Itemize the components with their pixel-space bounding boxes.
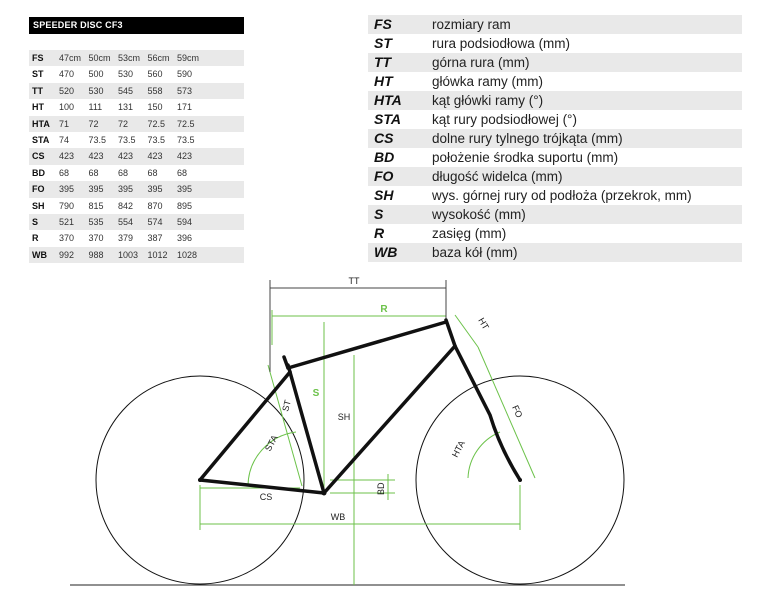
fork	[455, 346, 520, 480]
legend-desc: kąt rury podsiodłowej (°)	[432, 112, 577, 127]
label-sta: STA	[262, 433, 280, 453]
value-cell: 573	[177, 85, 193, 96]
label-wb: WB	[330, 512, 346, 522]
row-label: STA	[32, 134, 50, 145]
legend-row-fo	[368, 167, 742, 186]
row-label: WB	[32, 249, 47, 260]
legend-desc: dolne rury tylnego trójkąta (mm)	[432, 131, 623, 146]
value-cell: 68	[177, 167, 188, 178]
legend-abbr: TT	[374, 54, 392, 70]
value-cell: 395	[177, 184, 193, 195]
legend-row-cs	[368, 129, 742, 148]
legend-abbr: CS	[374, 130, 394, 146]
geometry-row-cs	[29, 148, 244, 164]
row-label: SH	[32, 200, 45, 211]
size-cell: 56cm	[147, 53, 170, 63]
value-cell: 594	[177, 216, 193, 227]
value-cell: 470	[59, 69, 75, 80]
label-bd: BD	[376, 482, 386, 495]
value-cell: 870	[147, 200, 163, 211]
label-r: R	[380, 304, 388, 315]
value-cell: 590	[177, 69, 193, 80]
value-cell: 423	[59, 151, 75, 162]
legend-row-wb	[368, 243, 742, 262]
legend-abbr: SH	[374, 187, 394, 203]
legend-desc: baza kół (mm)	[432, 245, 518, 260]
geometry-title: SPEEDER DISC CF3	[29, 17, 244, 34]
bike-geometry-diagram	[0, 265, 772, 595]
size-cell: 53cm	[118, 53, 141, 63]
geometry-row-fo	[29, 181, 244, 197]
value-cell: 395	[59, 184, 75, 195]
row-label: CS	[32, 151, 45, 162]
geometry-row-bd	[29, 165, 244, 181]
legend-abbr: STA	[374, 111, 401, 127]
value-cell: 370	[88, 233, 104, 244]
seat-stay	[200, 372, 290, 480]
value-cell: 387	[147, 233, 163, 244]
geometry-row-wb	[29, 247, 244, 263]
legend-row-sh	[368, 186, 742, 205]
value-cell: 554	[118, 216, 134, 227]
geometry-table	[29, 17, 244, 263]
value-cell: 815	[88, 200, 104, 211]
legend-desc: rura podsiodłowa (mm)	[432, 36, 571, 51]
legend-desc: wys. górnej rury od podłoża (przekrok, mm)	[432, 188, 692, 203]
label-fo: FO	[510, 403, 525, 420]
value-cell: 370	[59, 233, 75, 244]
value-cell: 68	[88, 167, 99, 178]
legend-row-ht	[368, 72, 742, 91]
legend-row-r	[368, 224, 742, 243]
value-cell: 535	[88, 216, 104, 227]
value-cell: 72	[88, 118, 99, 129]
legend-abbr: HTA	[374, 92, 402, 108]
legend-abbr: FS	[374, 16, 392, 32]
legend-row-sta	[368, 110, 742, 129]
label-tt: TT	[348, 276, 360, 286]
hta-arc	[468, 432, 500, 478]
value-cell: 71	[59, 118, 70, 129]
row-label: S	[32, 216, 39, 227]
value-cell: 560	[147, 69, 163, 80]
legend-desc: położenie środka suportu (mm)	[432, 150, 619, 165]
geometry-row-st	[29, 66, 244, 82]
row-label: FS	[32, 53, 44, 63]
value-cell: 73.5	[88, 134, 107, 145]
value-cell: 73.5	[118, 134, 136, 145]
value-cell: 988	[88, 249, 104, 260]
legend-abbr: R	[374, 225, 385, 241]
rear-axle	[198, 478, 202, 482]
value-cell: 379	[118, 233, 134, 244]
row-label: BD	[32, 167, 45, 178]
row-label: TT	[32, 85, 43, 96]
value-cell: 68	[147, 167, 158, 178]
legend-desc: kąt główki ramy (°)	[432, 93, 544, 108]
value-cell: 395	[118, 184, 134, 195]
label-ht: HT	[476, 316, 491, 332]
legend-row-tt	[368, 53, 742, 72]
value-cell: 1003	[118, 249, 139, 260]
legend-desc: rozmiary ram	[432, 17, 511, 32]
size-cell: 50cm	[88, 53, 111, 63]
row-label: FO	[32, 184, 45, 195]
value-cell: 68	[118, 167, 129, 178]
front-axle	[518, 478, 522, 482]
value-cell: 1028	[177, 249, 198, 260]
geometry-header-row	[29, 50, 244, 66]
legend-desc: górna rura (mm)	[432, 55, 530, 70]
row-label: R	[32, 233, 39, 244]
value-cell: 395	[88, 184, 104, 195]
value-cell: 111	[88, 102, 103, 113]
bottom-bracket	[322, 491, 327, 496]
legend-row-hta	[368, 91, 742, 110]
geometry-row-r	[29, 230, 244, 246]
value-cell: 545	[118, 85, 134, 96]
value-cell: 1012	[147, 249, 168, 260]
legend-abbr: WB	[374, 244, 398, 260]
value-cell: 74	[59, 134, 70, 145]
legend-abbr: BD	[374, 149, 395, 165]
label-hta: HTA	[449, 438, 467, 459]
value-cell: 68	[59, 167, 70, 178]
seat-post	[284, 357, 288, 368]
value-cell: 395	[147, 184, 163, 195]
label-sh: SH	[337, 412, 351, 422]
value-cell: 520	[59, 85, 75, 96]
value-cell: 72.5	[147, 118, 166, 129]
value-cell: 895	[177, 200, 193, 211]
value-cell: 73.5	[147, 134, 166, 145]
value-cell: 530	[118, 69, 134, 80]
value-cell: 790	[59, 200, 75, 211]
tt-dimension	[270, 280, 446, 372]
legend-abbr: FO	[374, 168, 394, 184]
row-label: HTA	[32, 118, 50, 129]
headtube-dim-line	[455, 315, 478, 347]
value-cell: 423	[177, 151, 193, 162]
seattube-dim-line	[268, 365, 302, 486]
label-s: S	[312, 388, 320, 399]
value-cell: 100	[59, 102, 75, 113]
value-cell: 73.5	[177, 134, 195, 145]
value-cell: 72	[118, 118, 129, 129]
value-cell: 530	[88, 85, 104, 96]
seat-tube	[288, 365, 324, 493]
legend-row-st	[368, 34, 742, 53]
geometry-row-s	[29, 214, 244, 230]
frame	[200, 320, 520, 493]
row-label: ST	[32, 69, 44, 80]
value-cell: 131	[118, 102, 134, 113]
legend-row-fs	[368, 15, 742, 34]
value-cell: 423	[118, 151, 134, 162]
legend-desc: zasięg (mm)	[432, 226, 507, 241]
legend-row-s	[368, 205, 742, 224]
value-cell: 150	[147, 102, 163, 113]
row-label: HT	[32, 102, 44, 113]
legend-abbr: ST	[374, 35, 392, 51]
legend-row-bd	[368, 148, 742, 167]
value-cell: 521	[59, 216, 75, 227]
legend-abbr: HT	[374, 73, 393, 89]
legend-table	[368, 15, 742, 262]
geometry-row-ht	[29, 99, 244, 115]
legend-desc: długość widelca (mm)	[432, 169, 563, 184]
value-cell: 558	[147, 85, 163, 96]
value-cell: 396	[177, 233, 193, 244]
value-cell: 842	[118, 200, 134, 211]
legend-desc: wysokość (mm)	[432, 207, 526, 222]
value-cell: 72.5	[177, 118, 195, 129]
geometry-row-sta	[29, 132, 244, 148]
geometry-row-tt	[29, 83, 244, 99]
value-cell: 171	[177, 102, 193, 113]
label-st: ST	[280, 398, 293, 413]
head-tube	[446, 320, 455, 346]
legend-abbr: S	[374, 206, 384, 222]
geometry-row-hta	[29, 116, 244, 132]
size-cell: 59cm	[177, 53, 200, 63]
value-cell: 574	[147, 216, 163, 227]
green-dimensions	[200, 310, 535, 585]
value-cell: 423	[88, 151, 104, 162]
value-cell: 500	[88, 69, 104, 80]
label-cs: CS	[259, 492, 273, 502]
size-cell: 47cm	[59, 53, 82, 63]
value-cell: 423	[147, 151, 163, 162]
legend-desc: główka ramy (mm)	[432, 74, 544, 89]
value-cell: 992	[59, 249, 75, 260]
top-tube	[288, 322, 446, 368]
geometry-row-sh	[29, 198, 244, 214]
